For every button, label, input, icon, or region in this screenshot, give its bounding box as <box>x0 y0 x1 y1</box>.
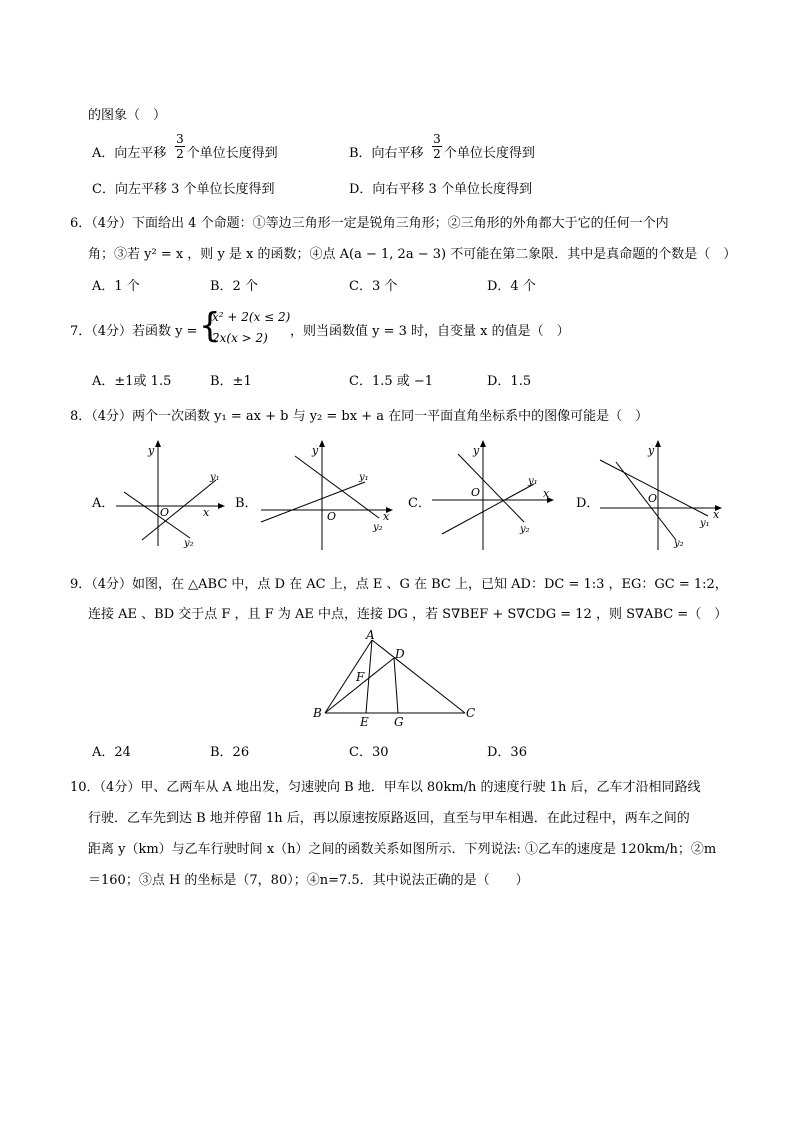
x-axis-label: x <box>543 487 550 500</box>
q9-line1: 9．（4分）如图，在 △ABC 中，点 D 在 AC 上，点 E 、G 在 BC 上，已知 AD：DC = 1:3 ，EG：GC = 1:2， <box>70 577 728 592</box>
q6-line2: 角；③若 y² = x ，则 y 是 x 的函数；④点 A(a − 1, 2a − 3) 不可能在第二象限．其中是真命题的个数是（ ） <box>88 247 737 262</box>
origin-label: O <box>327 510 337 523</box>
line-y2 <box>616 462 676 540</box>
y1-label: y₁ <box>210 472 220 483</box>
q7-option-c: C．1.5 或 −1 <box>349 374 434 389</box>
x-axis-label: x <box>713 508 720 521</box>
point-a-label: A <box>366 628 375 642</box>
q7-option-b: B．±1 <box>210 374 252 389</box>
point-e-label: E <box>360 715 369 728</box>
y-axis-label: y <box>648 444 655 457</box>
segment-dg <box>394 658 398 713</box>
q7-piecewise-brace: { <box>199 306 221 346</box>
line-y2 <box>295 456 379 518</box>
q8-graph-c <box>428 440 558 552</box>
q8-option-c-label: C． <box>408 496 431 511</box>
q9-triangle-figure <box>310 628 485 728</box>
q10-line2: 行驶．乙车先到达 B 地并停留 1h 后，再以原速按原路返回，直至与甲车相遇．在此过程中，两车之间的 <box>88 811 690 826</box>
y1-label: y₁ <box>359 472 369 483</box>
y-axis-label: y <box>312 444 319 457</box>
x-axis-label: x <box>383 510 390 523</box>
q6-option-b: B．2 个 <box>210 279 258 294</box>
q6-option-a: A．1 个 <box>92 279 140 294</box>
q8-option-b-label: B． <box>235 496 258 511</box>
q5-tail: 的图象（ ） <box>88 108 167 123</box>
q8-graph-a <box>112 440 227 550</box>
q6-option-d: D．4 个 <box>487 279 536 294</box>
y1-label: y₁ <box>700 518 710 529</box>
origin-label: O <box>471 486 481 499</box>
line-y2 <box>458 454 524 522</box>
q8-graph-b <box>257 440 397 552</box>
q8-option-a-label: A． <box>92 496 115 511</box>
point-f-label: F <box>356 670 365 684</box>
y2-label: y₂ <box>520 524 530 535</box>
q8-stem: 8．（4分）两个一次函数 y₁ = ax + b 与 y₂ = bx + a 在同一平面直角坐标系中的图像可能是（ ） <box>70 409 649 424</box>
point-d-label: D <box>395 647 405 661</box>
y1-label: y₁ <box>528 476 538 487</box>
q7-stem-pre: 7．（4分）若函数 y = <box>70 324 198 339</box>
q8-option-d-label: D． <box>576 496 600 511</box>
q7-option-a: A．±1或 1.5 <box>92 374 172 389</box>
q8-graph-d <box>596 440 726 552</box>
line-y1 <box>261 482 365 522</box>
point-c-label: C <box>466 706 476 720</box>
q5-option-c: C．向左平移 3 个单位长度得到 <box>92 182 275 197</box>
y-axis-label: y <box>473 444 480 457</box>
q5-option-d: D．向右平移 3 个单位长度得到 <box>349 182 532 197</box>
y2-label: y₂ <box>674 538 684 549</box>
origin-label: O <box>160 506 170 519</box>
point-b-label: B <box>313 706 322 720</box>
q9-option-c: C．30 <box>349 745 389 760</box>
q5-option-a: A．向左平移 个单位长度得到 <box>92 146 278 161</box>
q7-case-2: 2x(x > 2) <box>212 331 268 345</box>
y2-label: y₂ <box>373 522 383 533</box>
q7-case-1: x² + 2(x ≤ 2) <box>212 310 291 324</box>
q5-option-b: B．向右平移 个单位长度得到 <box>349 146 535 161</box>
y2-label: y₂ <box>184 538 194 549</box>
point-g-label: G <box>394 715 404 728</box>
q5-b-fraction: 3 2 <box>433 132 441 161</box>
q6-option-c: C．3 个 <box>349 279 398 294</box>
y-axis-label: y <box>148 444 155 457</box>
segment-ab <box>325 640 372 713</box>
segment-ac <box>372 640 465 713</box>
q5-a-fraction: 3 2 <box>176 132 184 161</box>
q9-line2: 连接 AE 、BD 交于点 F ，且 F 为 AE 中点，连接 DG ，若 S∇BEF + S∇CDG = 12 ，则 S∇ABC =（ ） <box>88 607 728 622</box>
segment-bd <box>325 658 394 713</box>
q9-option-a: A．24 <box>92 745 131 760</box>
q7-stem-post: ，则当函数值 y = 3 时，自变量 x 的值是（ ） <box>290 324 570 339</box>
q10-line4: ＝160；③点 H 的坐标是（7，80）；④n=7.5．其中说法正确的是（ ） <box>88 873 529 888</box>
q6-line1: 6．（4分）下面给出 4 个命题：①等边三角形一定是锐角三角形；②三角形的外角都大于它的任何一个内 <box>70 216 669 231</box>
q10-line3: 距离 y（km）与乙车行驶时间 x（h）之间的函数关系如图所示．下列说法: ①乙车的速度是 120km/h；②m <box>88 842 717 857</box>
q7-option-d: D．1.5 <box>487 374 532 389</box>
q9-option-d: D．36 <box>487 745 527 760</box>
q9-option-b: B．26 <box>210 745 250 760</box>
line-y2 <box>124 492 190 538</box>
origin-label: O <box>648 492 658 505</box>
q10-line1: 10．（4分）甲、乙两车从 A 地出发，匀速驶向 B 地．甲车以 80km/h 的速度行驶 1h 后，乙车才沿相同路线 <box>70 780 701 795</box>
x-axis-label: x <box>203 506 210 519</box>
